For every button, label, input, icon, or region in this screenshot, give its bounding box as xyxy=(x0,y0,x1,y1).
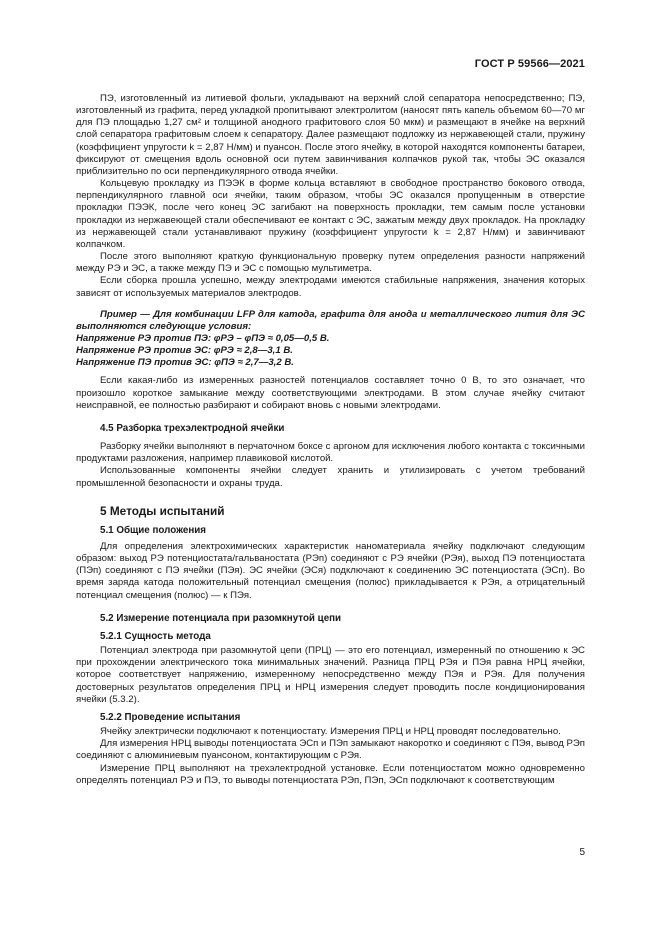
paragraph: Для определения электрохимических характеристик наноматериала ячейку подключают следующим образом: выход РЭ потенциостата/гальваностата (РЭп) соединяют с РЭ ячейки (РЭя), выход ПЭ потенциостата (ПЭп) соединяют с ПЭ ячейки (ПЭя). ЭС ячейки (ЭСя) подключают к соединению ЭС потенциостата (ЭСп). Во время заряда катода положительный потенциал смещения (полюс) прикладывается к РЭя, а отрицательный потенциал смещения (полюс) — к ПЭя. xyxy=(76,541,585,601)
example-condition: Напряжение РЭ против ПЭ: φРЭ – φПЭ ≈ 0,05—0,5 В. xyxy=(76,332,330,344)
chapter-heading: 5 Методы испытаний xyxy=(100,503,225,518)
standard-code: ГОСТ Р 59566—2021 xyxy=(474,58,585,70)
page-body xyxy=(76,93,585,787)
paragraph: После этого выполняют краткую функциональную проверку путем определения разности напряжений между РЭ и ЭС, а также между ПЭ и ЭС с помощью мультиметра. xyxy=(76,251,585,275)
paragraph: Если сборка прошла успешно, между электродами имеются стабильные напряжения, значения которых зависят от используемых материалов электродов. xyxy=(76,275,585,299)
section-heading: 4.5 Разборка трехэлектродной ячейки xyxy=(100,422,285,434)
paragraph: Измерение ПРЦ выполняют на трехэлектродной установке. Если потенциостатом можно одновременно определять потенциал РЭ и ПЭ, то выводы потенциостата РЭп, ПЭп, ЭСп подключают к соответствующим xyxy=(76,762,585,786)
subsection-heading: 5.2.1 Сущность метода xyxy=(100,630,211,642)
paragraph: Кольцевую прокладку из ПЭЭК в форме кольца вставляют в свободное пространство бокового отвода, перпендикулярного главной оси ячейки, таким образом, чтобы ЭС оказался пропущенным в отверстие прокладки ПЭЭК, после чего конец ЭС загибают на поверхность прокладки, тем самым после установки прокладки из нержавеющей стали обеспечивают ее контакт с ЭС, зажатым между двух прокладок. На прокладку из нержавеющей стали устанавливают пружину (коэффициент упругости k = 2,87 Н/мм) и завинчивают колпачком. xyxy=(76,178,585,250)
section-heading: 5.2 Измерение потенциала при разомкнутой цепи xyxy=(100,612,342,624)
paragraph: Для измерения НРЦ выводы потенциостата ЭСп и ПЭп замыкают накоротко и соединяют с ПЭя, вывод РЭп соединяют с алюминиевым пуансоном, контактирующим с РЭя. xyxy=(76,738,585,762)
page-number: 5 xyxy=(579,847,585,858)
paragraph: Если какая-либо из измеренных разностей потенциалов составляет точно 0 В, то это означает, что произошло короткое замыкание между соответствующими электродами. В этом случае ячейку считают неисправной, ее полностью разбирают и собирают вновь с новыми электродами. xyxy=(76,375,585,411)
paragraph: Ячейку электрически подключают к потенциостату. Измерения ПРЦ и НРЦ проводят последовательно. xyxy=(100,726,561,738)
paragraph: Использованные компоненты ячейки следует хранить и утилизировать с учетом требований промышленной безопасности и охраны труда. xyxy=(76,465,585,489)
paragraph: Потенциал электрода при разомкнутой цепи (ПРЦ) — это его потенциал, измеренный по отношению к ЭС при прохождении электрического тока минимальных значений. Разница ПРЦ РЭя и ПЭя равна НРЦ ячейки, которое соответствует напряжению, измеренному непосредственно между ПЭя и РЭя. Для получения достоверных результатов определения ПРЦ и НРЦ измерения следует проводить после кондиционирования ячейки (5.3.2). xyxy=(76,645,585,705)
paragraph: Разборку ячейки выполняют в перчаточном боксе с аргоном для исключения любого контакта с токсичными продуктами разложения, например плавиковой кислотой. xyxy=(76,441,585,465)
example-condition: Напряжение ПЭ против ЭС: φПЭ ≈ 2,7—3,2 В. xyxy=(76,357,294,369)
example-block xyxy=(76,309,585,370)
paragraph: ПЭ, изготовленный из литиевой фольги, укладывают на верхний слой сепаратора непосредственно; ПЭ, изготовленный из графита, перед укладкой пропитывают электролитом (наносят пять капель объемом 60—70 мг для ПЭ площадью 1,27 см² и толщиной анодного графитового слоя 50 мкм) и размещают в ячейке на верхний слой сепаратора графитовым слоем к сепаратору. Далее размещают подложку из нержавеющей стали, пружину (коэффициент упругости k = 2,87 Н/мм) и пуансон. После этого ячейку, в которой находятся компоненты батареи, фиксируют от смещения вдоль основной оси путем завинчивания колпачков рукой так, чтобы ЭС оказался приблизительно по оси перпендикулярного отвода ячейки. xyxy=(76,93,585,177)
example-intro: Пример — Для комбинации LFP для катода, графита для анода и металлического лития для ЭС выполняются следующие условия: xyxy=(76,308,585,332)
subsection-heading: 5.2.2 Проведение испытания xyxy=(100,711,241,723)
example-condition: Напряжение РЭ против ЭС: φРЭ ≈ 2,8—3,1 В. xyxy=(76,345,293,357)
section-heading: 5.1 Общие положения xyxy=(100,524,207,536)
